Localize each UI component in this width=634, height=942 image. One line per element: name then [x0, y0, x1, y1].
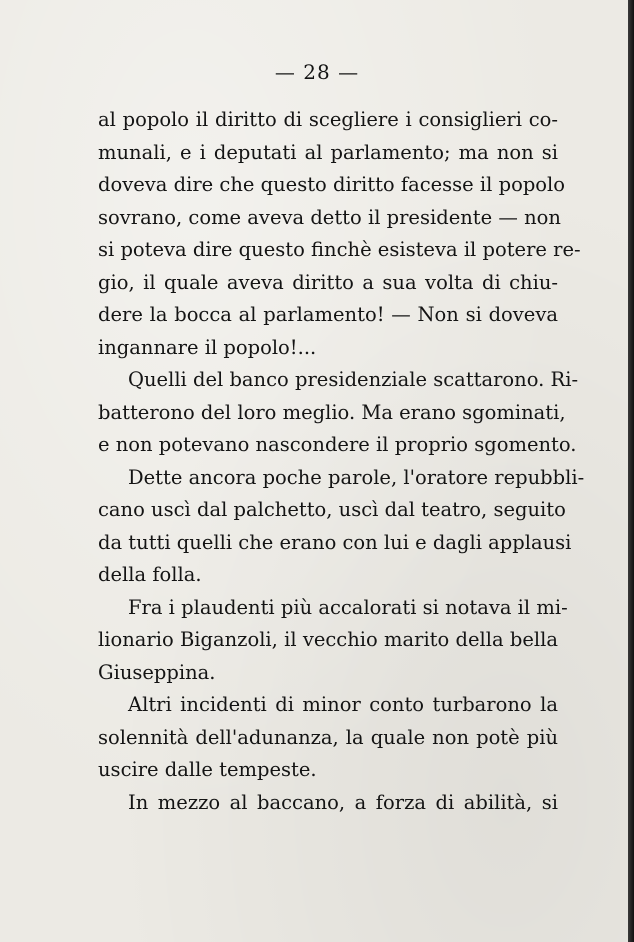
text-line: si poteva dire questo finchè esisteva il potere re-	[98, 238, 581, 261]
text-line: da tutti quelli che erano con lui e dagli applausi	[98, 530, 572, 554]
text-line: gio, il quale aveva diritto a sua volta di chiu-	[98, 270, 558, 294]
text-line: munali, e i deputati al parlamento; ma non si	[98, 140, 558, 164]
text-line: dere la bocca al parlamento! — Non si doveva	[98, 303, 558, 326]
text-line: doveva dire che questo diritto facesse il popolo	[98, 173, 566, 196]
text-line: cano uscì dal palchetto, uscì dal teatro, seguito	[98, 498, 566, 521]
text-line: In mezzo al baccano, a forza di abilità, si	[128, 790, 558, 814]
text-line: sovrano, come aveva detto il presidente — non	[98, 205, 561, 229]
text-line: Altri incidenti di minor conto turbarono la	[128, 693, 558, 716]
text-line: Giuseppina.	[98, 660, 216, 684]
text-line: e non potevano nascondere il proprio sgomento.	[98, 433, 577, 456]
text-line: della folla.	[98, 563, 202, 586]
text-line: lionario Biganzoli, il vecchio marito della bella	[98, 628, 558, 651]
text-line: uscire dalle tempeste.	[98, 758, 317, 781]
page-edge-shadow	[628, 0, 634, 942]
text-line: solennità dell'adunanza, la quale non potè più	[98, 725, 558, 749]
text-line: ingannare il popolo!...	[98, 335, 317, 359]
text-line: Fra i plaudenti più accalorati si notava il mi-	[128, 595, 568, 619]
body-text	[98, 104, 585, 819]
text-line: Quelli del banco presidenziale scattarono. Ri-	[128, 368, 579, 391]
page-number: — 28 —	[274, 60, 360, 84]
text-line: al popolo il diritto di scegliere i consiglieri co-	[98, 108, 558, 131]
text-line: batterono del loro meglio. Ma erano sgominati,	[98, 400, 566, 424]
text-line: Dette ancora poche parole, l'oratore repubbli-	[128, 465, 585, 489]
